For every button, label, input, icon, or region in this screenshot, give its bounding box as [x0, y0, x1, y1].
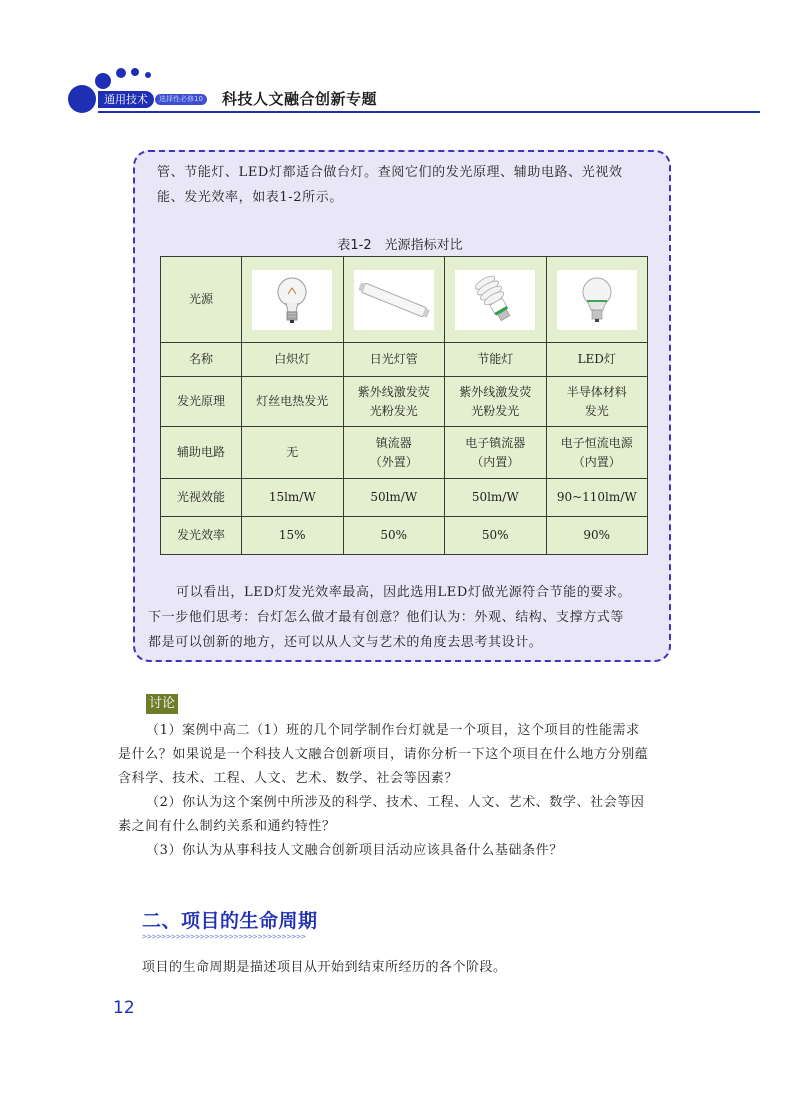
cell-efficiency-fluorescent: 50%	[343, 517, 445, 555]
box-conclusion-line-2: 下一步他们思考：台灯怎么做才最有创意？他们认为：外观、结构、支撑方式等	[148, 610, 625, 625]
row-label-name: 名称	[161, 343, 242, 377]
cell-circuit-incandescent: 无	[242, 427, 344, 479]
header-book-tag: 通用技术	[98, 91, 154, 108]
cell-icon-incandescent	[242, 257, 344, 343]
cell-icon-led	[546, 257, 648, 343]
discussion-line-3: 含科学、技术、工程、人文、艺术、数学、社会等因素？	[118, 771, 459, 786]
fluorescent-tube-icon	[354, 270, 434, 330]
cell-efficacy-fluorescent: 50lm/W	[343, 479, 445, 517]
header-dot-small-3	[145, 72, 151, 78]
discussion-tag: 讨论	[146, 694, 178, 714]
cell-icon-fluorescent	[343, 257, 445, 343]
section-body: 项目的生命周期是描述项目从开始到结束所经历的各个阶段。	[142, 960, 507, 975]
cell-name-led: LED灯	[546, 343, 648, 377]
cell-principle-incandescent: 灯丝电热发光	[242, 377, 344, 427]
incandescent-bulb-icon	[252, 270, 332, 330]
row-label-efficiency: 发光效率	[161, 517, 242, 555]
header-dot-medium	[95, 73, 111, 89]
cell-circuit-cfl: 电子镇流器 （内置）	[445, 427, 547, 479]
header-rule	[98, 111, 760, 113]
header-book-subtag: 选择性必修10	[155, 94, 207, 105]
header-chapter-title: 科技人文融合创新专题	[222, 90, 378, 108]
discussion-line-5: 素之间有什么制约关系和通约特性？	[118, 819, 336, 834]
cell-principle-led: 半导体材料 发光	[546, 377, 648, 427]
header-dot-large	[68, 85, 96, 113]
section-title-underline: >>>>>>>>>>>>>>>>>>>>>>>>>>>>>>>>>>	[142, 932, 306, 941]
row-label-efficacy: 光视效能	[161, 479, 242, 517]
row-label-circuit: 辅助电路	[161, 427, 242, 479]
cell-circuit-fluorescent: 镇流器 （外置）	[343, 427, 445, 479]
box-conclusion-line-1: 可以看出，LED灯发光效率最高，因此选用LED灯做光源符合节能的要求。	[176, 585, 632, 600]
header-dot-small-1	[116, 68, 126, 78]
cell-efficacy-led: 90~110lm/W	[546, 479, 648, 517]
discussion-line-1: （1）案例中高二（1）班的几个同学制作台灯就是一个项目，这个项目的性能需求	[146, 723, 640, 738]
cell-efficiency-incandescent: 15%	[242, 517, 344, 555]
table-caption: 表1-2 光源指标对比	[337, 238, 463, 253]
light-source-table	[160, 256, 648, 555]
cell-principle-fluorescent: 紫外线激发荧 光粉发光	[343, 377, 445, 427]
cell-efficacy-incandescent: 15lm/W	[242, 479, 344, 517]
row-label-source: 光源	[161, 257, 242, 343]
led-bulb-icon	[557, 270, 637, 330]
header-dot-small-2	[131, 68, 139, 76]
cell-icon-cfl	[445, 257, 547, 343]
cell-name-incandescent: 白炽灯	[242, 343, 344, 377]
discussion-line-2: 是什么？如果说是一个科技人文融合创新项目，请你分析一下这个项目在什么地方分别蕴	[118, 747, 649, 762]
discussion-line-4: （2）你认为这个案例中所涉及的科学、技术、工程、人文、艺术、数学、社会等因	[146, 795, 645, 810]
cell-efficacy-cfl: 50lm/W	[445, 479, 547, 517]
box-conclusion-line-3: 都是可以创新的地方，还可以从人文与艺术的角度去思考其设计。	[148, 635, 543, 650]
cell-circuit-led: 电子恒流电源 （内置）	[546, 427, 648, 479]
row-label-principle: 发光原理	[161, 377, 242, 427]
box-intro-line-2: 能、发光效率，如表1-2所示。	[157, 190, 343, 205]
cell-efficiency-cfl: 50%	[445, 517, 547, 555]
cell-principle-cfl: 紫外线激发荧 光粉发光	[445, 377, 547, 427]
cell-efficiency-led: 90%	[546, 517, 648, 555]
box-intro-line-1: 管、节能灯、LED灯都适合做台灯。查阅它们的发光原理、辅助电路、光视效	[157, 165, 623, 180]
discussion-line-6: （3）你认为从事科技人文融合创新项目活动应该具备什么基础条件？	[146, 843, 563, 858]
cell-name-fluorescent: 日光灯管	[343, 343, 445, 377]
cfl-bulb-icon	[455, 270, 535, 330]
section-title: 二、项目的生命周期	[142, 910, 318, 932]
cell-name-cfl: 节能灯	[445, 343, 547, 377]
page-number: 12	[113, 998, 135, 1018]
